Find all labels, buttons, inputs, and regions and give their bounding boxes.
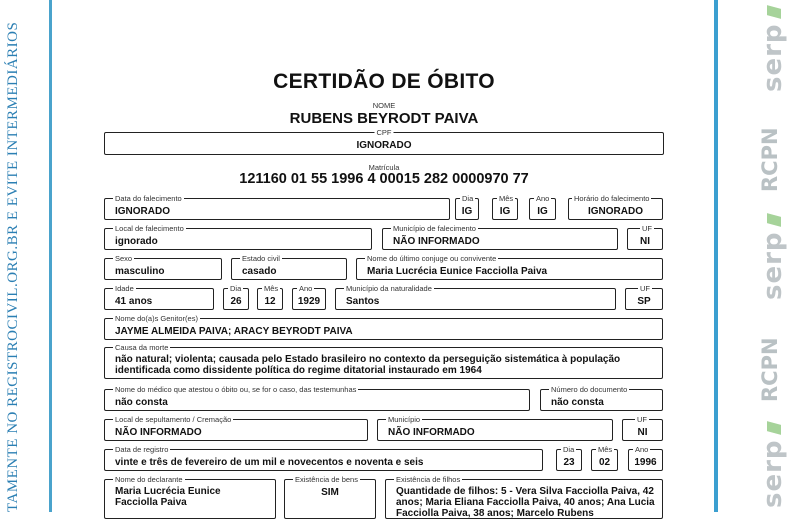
field-label: Número do documento (551, 385, 628, 394)
cpf-label: CPF (376, 128, 392, 137)
field-label: Ano (536, 194, 550, 203)
dia-falecimento-field (455, 194, 479, 220)
field-value: Santos (346, 296, 380, 307)
existencia-filhos-field (385, 475, 663, 519)
causa-morte-field (104, 343, 663, 379)
mes-nascimento-field (257, 284, 283, 310)
field-label: Nome do(a)s Genitor(es) (115, 314, 198, 323)
declarante-field (104, 475, 276, 519)
right-watermark-strip (718, 0, 788, 512)
uf-naturalidade-field (625, 284, 663, 310)
rcpn-watermark: RCPN (758, 127, 782, 192)
field-label: Dia (462, 194, 474, 203)
field-value: NÃO INFORMADO (393, 236, 480, 247)
serp-logo-icon (767, 214, 781, 228)
field-value: 1929 (297, 296, 321, 307)
field-label: Existência de bens (295, 475, 358, 484)
matricula-value: 121160 01 55 1996 4 00015 282 0000970 77 (239, 171, 529, 187)
existencia-bens-field (284, 475, 376, 519)
serp-watermark: serp (758, 215, 788, 300)
field-label: Sexo (115, 254, 133, 263)
field-label: Local de sepultamento / Cremação (115, 415, 232, 424)
uf-sepultamento-field (622, 415, 663, 441)
medico-field (104, 385, 530, 411)
ano-registro-field (628, 445, 663, 471)
conjuge-field (356, 254, 663, 280)
matricula-label: Matrícula (368, 163, 400, 172)
field-label: Existência de filhos (396, 475, 461, 484)
field-value: não consta (115, 397, 168, 408)
field-value: Maria Lucrécia Eunice Facciolla Paiva (367, 266, 548, 277)
field-value: NÃO INFORMADO (115, 427, 202, 438)
sexo-field (104, 254, 222, 280)
field-value: 23 (563, 457, 575, 468)
field-label: Local de falecimento (115, 224, 184, 233)
field-label: Dia (230, 284, 242, 293)
field-label: Dia (563, 445, 575, 454)
municipio-sepultamento-field (377, 415, 613, 441)
serp-logo-icon (767, 422, 781, 436)
field-value: vinte e três de fevereiro de um mil e novecentos e noventa e seis (115, 457, 424, 468)
local-falecimento-field (104, 224, 372, 250)
field-value: 12 (264, 296, 276, 307)
field-value: Maria Lucrécia Eunice Facciolla Paiva (115, 486, 221, 508)
field-value: masculino (115, 266, 165, 277)
estado-civil-field (231, 254, 347, 280)
mes-registro-field (591, 445, 618, 471)
field-value: IG (461, 206, 473, 217)
field-value: IG (537, 206, 548, 217)
field-label: UF (637, 415, 647, 424)
field-label: Nome do médico que atestou o óbito ou, se for o caso, das testemunhas (115, 385, 357, 394)
mes-falecimento-field (492, 194, 518, 220)
field-value: NÃO INFORMADO (388, 427, 475, 438)
uf-falecimento-field (627, 224, 663, 250)
field-value: SIM (321, 487, 339, 498)
nome-value: RUBENS BEYRODT PAIVA (289, 110, 479, 127)
field-value: não natural; violenta; causada pelo Estado brasileiro no contexto da perseguição sistemática à população identificada como dissidente política do regime ditatorial instaurado em 1964 (115, 354, 621, 376)
document-title: CERTIDÃO DE ÓBITO (273, 70, 495, 93)
field-value: casado (242, 266, 277, 277)
field-label: Mês (264, 284, 279, 293)
field-label: Horário do falecimento (574, 194, 650, 203)
left-vertical-banner (0, 0, 52, 512)
field-value: NI (637, 427, 648, 438)
serp-logo-icon (767, 6, 781, 20)
field-label: Município da naturalidade (346, 284, 432, 293)
field-value: Quantidade de filhos: 5 - Vera Silva Facciolla Paiva, 42 anos; Maria Eliana Facciolla Paiva, 40 anos; Ana Lucia Facciolla Paiva, 38 anos; Marcelo Rubens (396, 486, 655, 519)
field-label: Data do falecimento (115, 194, 182, 203)
dia-registro-field (556, 445, 582, 471)
nome-label: NOME (372, 101, 396, 110)
municipio-naturalidade-field (335, 284, 616, 310)
idade-field (104, 284, 214, 310)
rcpn-watermark: RCPN (758, 337, 782, 402)
ano-nascimento-field (292, 284, 326, 310)
field-label: Nome do declarante (115, 475, 183, 484)
cpf-value: IGNORADO (356, 140, 412, 151)
data-registro-field (104, 445, 543, 471)
field-label: Município de falecimento (393, 224, 476, 233)
field-label: Mês (499, 194, 514, 203)
genitores-field (104, 314, 663, 340)
field-label: Estado civil (242, 254, 280, 263)
numero-documento-field (540, 385, 663, 411)
field-value: IG (499, 206, 511, 217)
field-value: ignorado (115, 236, 158, 247)
dia-nascimento-field (223, 284, 249, 310)
field-label: Ano (635, 445, 649, 454)
data-falecimento-field (104, 194, 450, 220)
field-label: UF (642, 224, 652, 233)
serp-watermark: serp (758, 423, 788, 508)
field-label: Município (388, 415, 421, 424)
field-label: Mês (598, 445, 613, 454)
field-label: Ano (299, 284, 313, 293)
field-value: IGNORADO (588, 206, 643, 217)
field-label: Data de registro (115, 445, 169, 454)
field-label: Idade (115, 284, 134, 293)
horario-falecimento-field (568, 194, 663, 220)
field-value: 02 (598, 457, 611, 468)
serp-watermark: serp (758, 7, 788, 92)
left-banner-text: TAMENTE NO REGISTROCIVIL.ORG.BR E EVITE INTERMEDIÁRIOS (5, 21, 21, 512)
field-label: Causa da morte (115, 343, 169, 352)
field-value: JAYME ALMEIDA PAIVA; ARACY BEYRODT PAIVA (115, 326, 353, 337)
field-value: não consta (551, 397, 604, 408)
municipio-falecimento-field (382, 224, 618, 250)
field-label: UF (640, 284, 650, 293)
left-border-line (49, 0, 52, 512)
field-label: Nome do último conjuge ou convivente (367, 254, 497, 263)
field-value: SP (637, 296, 651, 307)
local-sepultamento-field (104, 415, 368, 441)
ano-falecimento-field (529, 194, 556, 220)
field-value: IGNORADO (115, 206, 170, 217)
cpf-field (104, 128, 664, 155)
field-value: 1996 (634, 457, 657, 468)
field-value: 41 anos (115, 296, 153, 307)
field-value: NI (640, 236, 650, 247)
field-value: 26 (230, 296, 242, 307)
